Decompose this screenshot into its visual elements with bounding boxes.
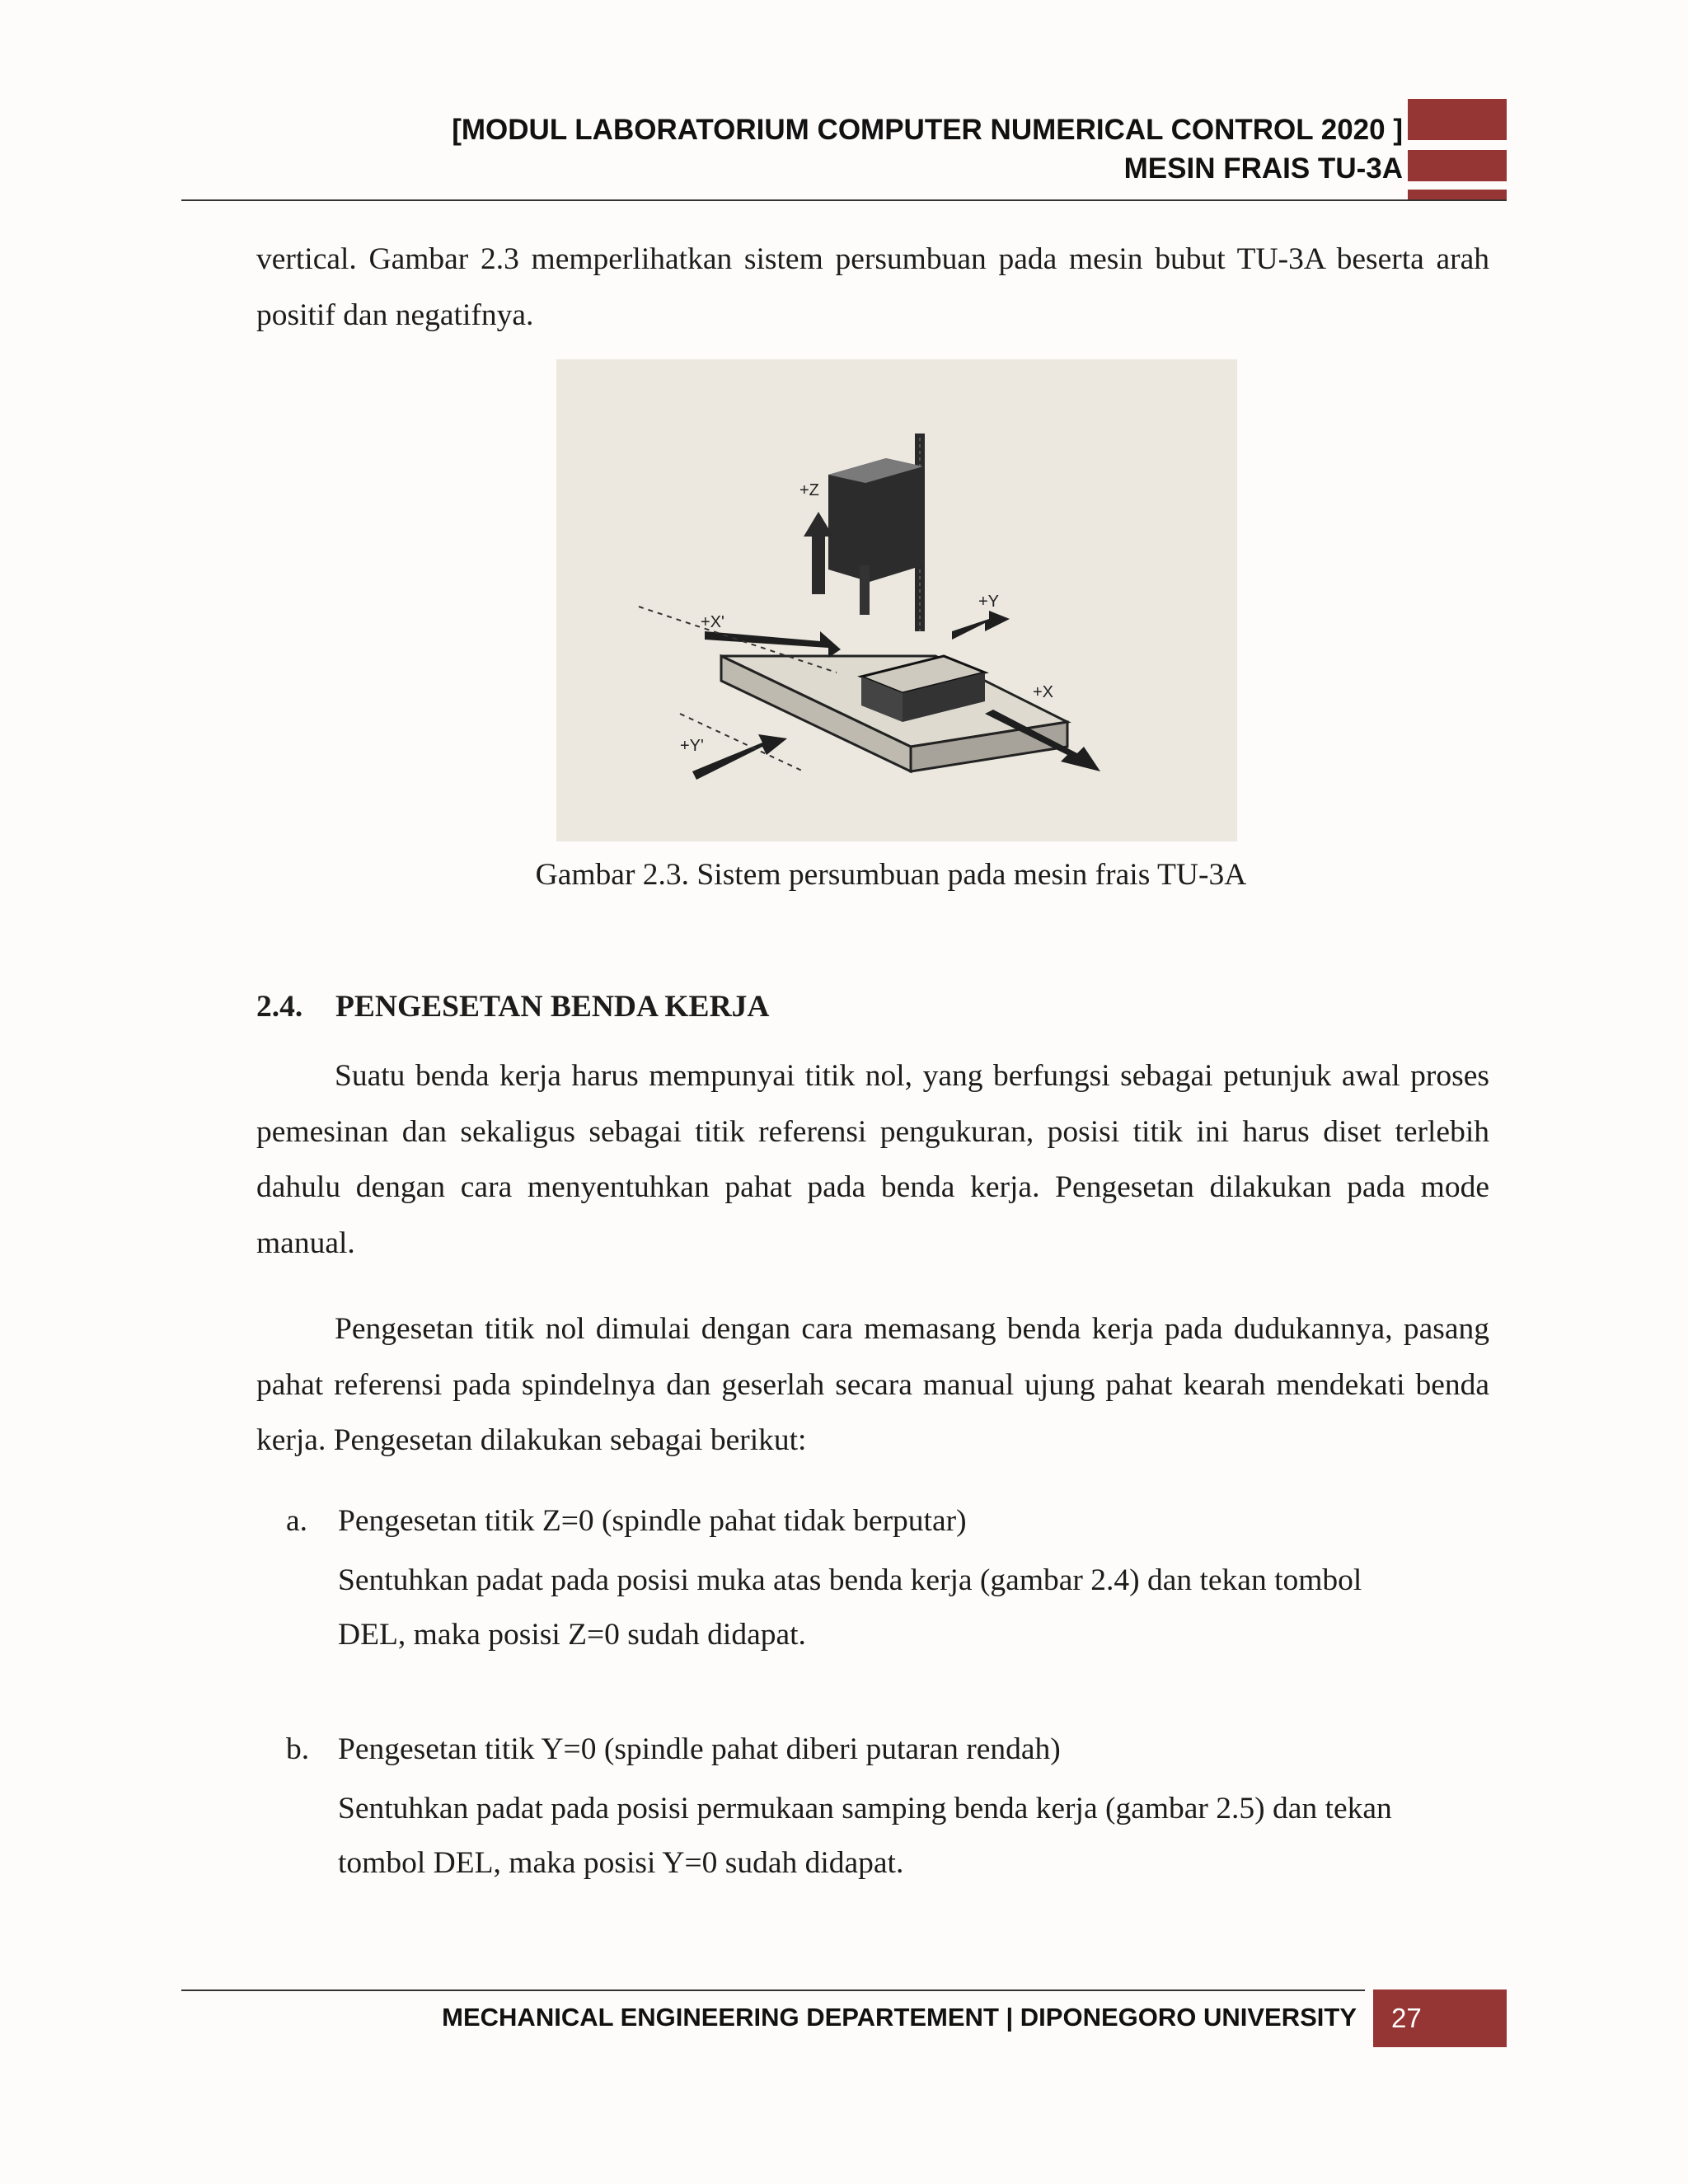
axis-label-x-prime: +X'	[701, 613, 724, 631]
header-title: [MODUL LABORATORIUM COMPUTER NUMERICAL CONTROL 2020 ]	[452, 114, 1403, 146]
figure-caption: Gambar 2.3. Sistem persumbuan pada mesin frais TU-3A	[535, 858, 1247, 892]
header-subtitle: MESIN FRAIS TU-3A	[1123, 152, 1403, 185]
header-rule	[181, 199, 1507, 201]
list-item-b-line2: tombol DEL, maka posisi Y=0 sudah didapat.	[338, 1846, 904, 1880]
intro-paragraph: vertical. Gambar 2.3 memperlihatkan sistem persumbuan pada mesin bubut TU-3A beserta arah positif dan negatifnya.	[256, 242, 1489, 332]
list-item-a-line1: Sentuhkan padat pada posisi muka atas benda kerja (gambar 2.4) dan tekan tombol	[338, 1563, 1362, 1597]
page-number: 27	[1373, 1990, 1507, 2047]
figure-axis-system	[556, 359, 1237, 841]
axis-label-x: +X	[1033, 683, 1054, 701]
list-item-b-title: Pengesetan titik Y=0 (spindle pahat diberi putaran rendah)	[338, 1732, 1061, 1766]
list-marker-a: a.	[286, 1504, 308, 1538]
section-title: PENGESETAN BENDA KERJA	[335, 990, 770, 1024]
footer-text: MECHANICAL ENGINEERING DEPARTEMENT | DIPONEGORO UNIVERSITY	[442, 2003, 1357, 2032]
header-accent-block-bottom	[1408, 190, 1507, 199]
header-accent-block-middle	[1408, 150, 1507, 181]
footer-rule	[181, 1990, 1365, 1991]
section-number: 2.4.	[256, 990, 303, 1024]
axis-label-z: +Z	[799, 481, 819, 499]
list-item-a-title: Pengesetan titik Z=0 (spindle pahat tidak berputar)	[338, 1504, 967, 1538]
milling-machine-illustration	[556, 359, 1237, 841]
axis-label-y-prime: +Y'	[680, 737, 704, 755]
list-item-b-line1: Sentuhkan padat pada posisi permukaan samping benda kerja (gambar 2.5) dan tekan	[338, 1792, 1392, 1825]
paragraph-2: Pengesetan titik nol dimulai dengan cara memasang benda kerja pada dudukannya, pasang pahat referensi pada spindelnya dan geserlah secara manual ujung pahat kearah mendekati benda kerja. Pengesetan dilakukan sebagai berikut:	[256, 1312, 1489, 1457]
list-marker-b: b.	[286, 1732, 310, 1766]
header-accent-block-top	[1408, 99, 1507, 140]
axis-label-y: +Y	[978, 593, 1000, 611]
list-item-a-line2: DEL, maka posisi Z=0 sudah didapat.	[338, 1618, 806, 1652]
paragraph-1: Suatu benda kerja harus mempunyai titik nol, yang berfungsi sebagai petunjuk awal proses pemesinan dan sekaligus sebagai titik referensi pengukuran, posisi titik ini harus diset terlebih dahulu dengan cara menyentuhkan pahat pada benda kerja. Pengesetan dilakukan pada mode manual.	[256, 1059, 1489, 1260]
